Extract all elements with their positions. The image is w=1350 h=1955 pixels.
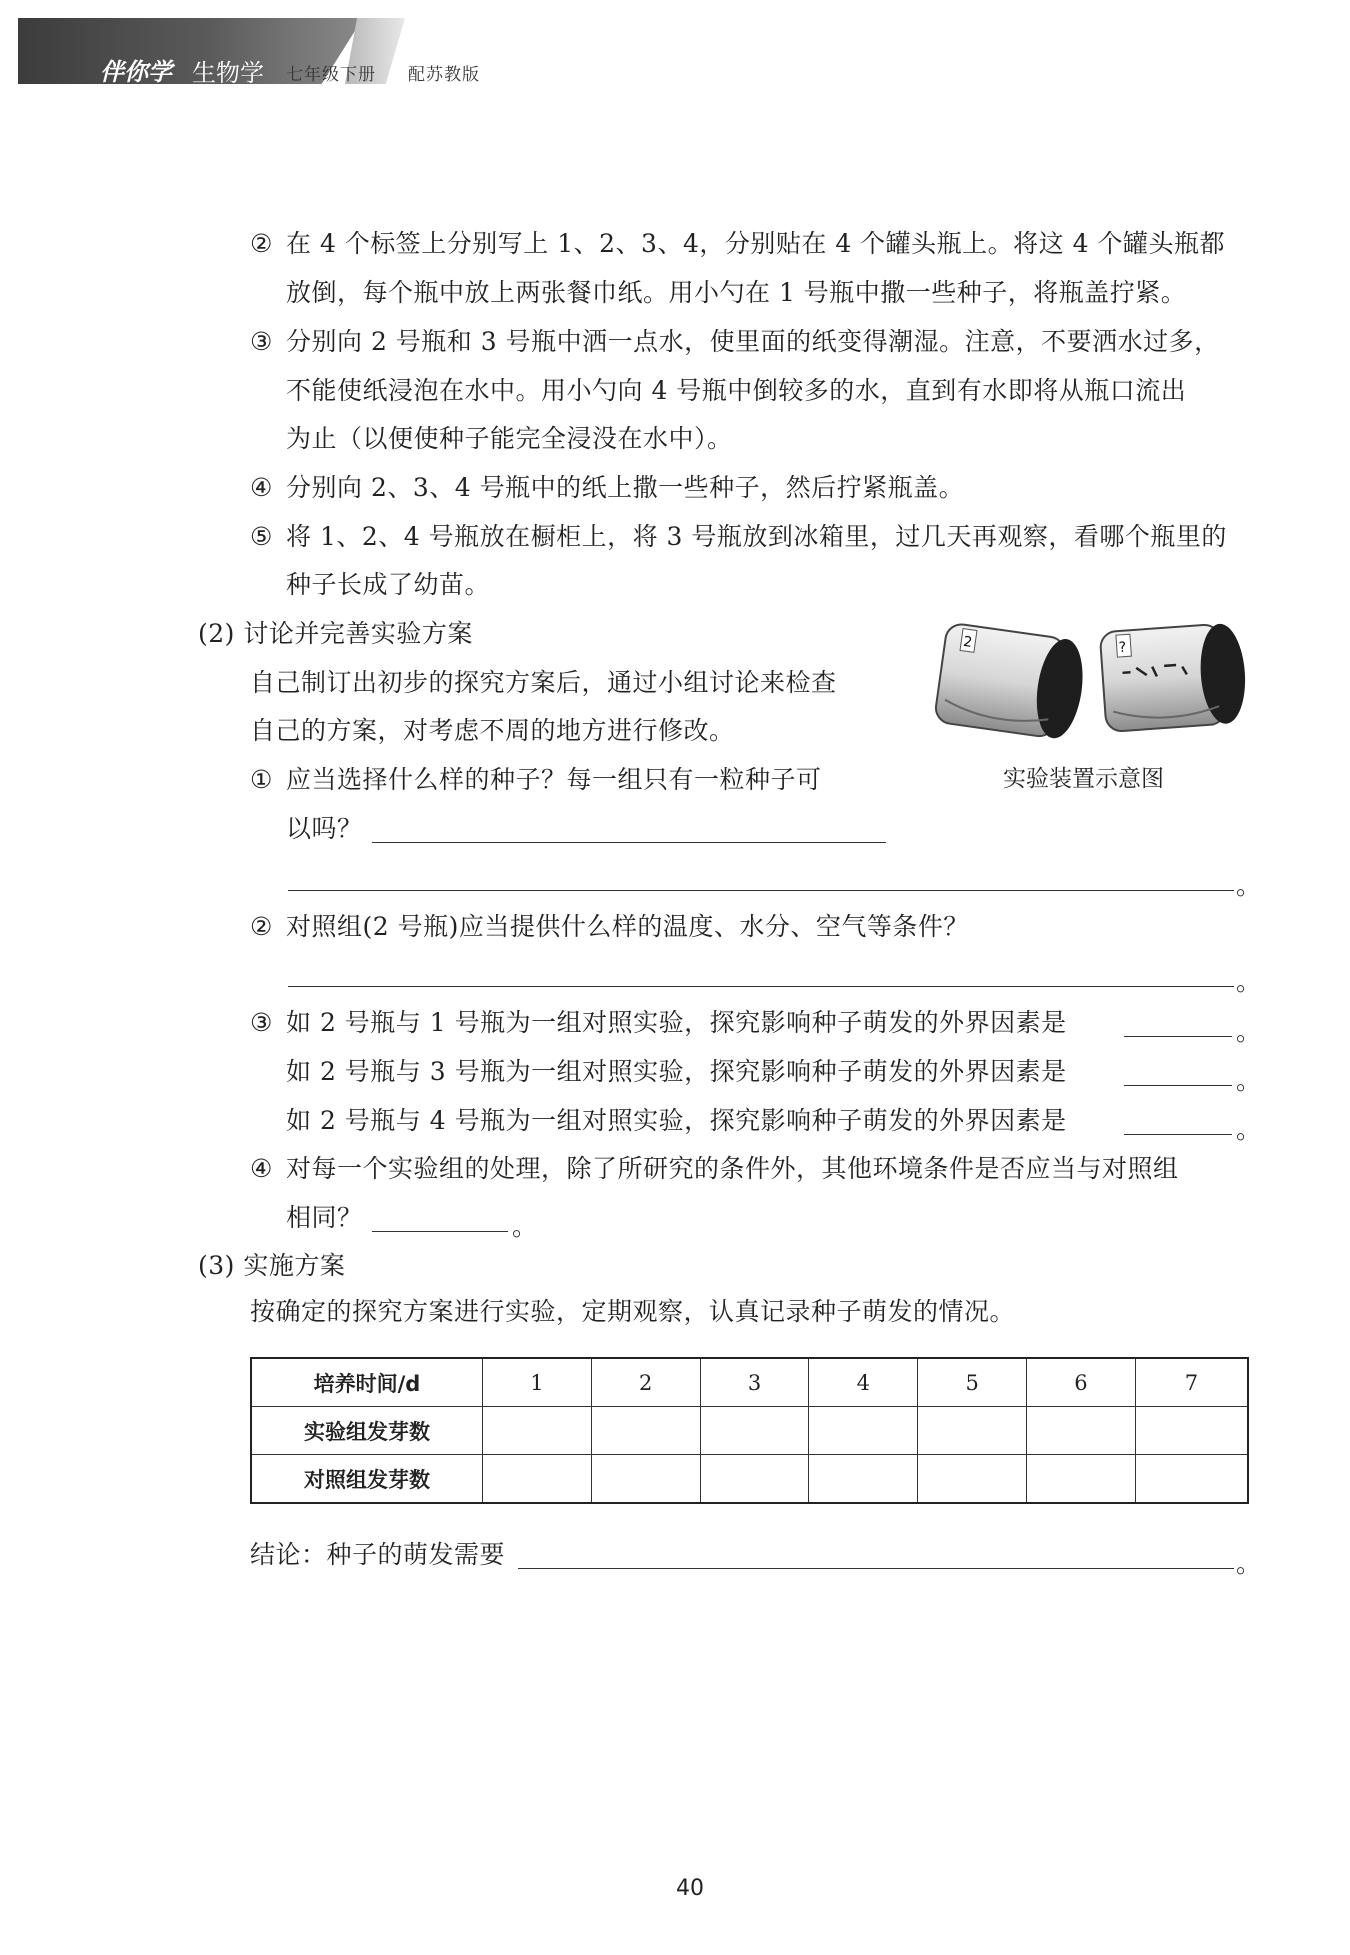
table-cell[interactable] — [809, 1455, 918, 1504]
table-cell[interactable] — [483, 1407, 592, 1455]
table-cell[interactable] — [918, 1407, 1027, 1455]
question-text: 如 2 号瓶与 3 号瓶为一组对照实验，探究影响种子萌发的外界因素是 — [286, 1057, 1067, 1086]
germination-record-table — [250, 1357, 1249, 1504]
step-text: 分别向 2、3、4 号瓶中的纸上撒一些种子，然后拧紧瓶盖。 — [286, 473, 965, 502]
answer-blank[interactable] — [1124, 1036, 1232, 1037]
step-num: ⑤ — [250, 522, 273, 551]
question-text: 以吗？ — [286, 814, 363, 843]
table-cell[interactable] — [700, 1407, 809, 1455]
svg-text:2: 2 — [962, 633, 974, 651]
edition-label: 配苏教版 — [408, 65, 480, 85]
question-text: 对照组(2 号瓶)应当提供什么样的温度、水分、空气等条件？ — [286, 912, 969, 941]
answer-blank[interactable] — [372, 842, 886, 843]
question-text: 如 2 号瓶与 1 号瓶为一组对照实验，探究影响种子萌发的外界因素是 — [286, 1008, 1067, 1037]
period-mark: 。 — [1236, 967, 1262, 996]
subject-title: 生物学 — [192, 59, 264, 87]
table-cell[interactable] — [1027, 1455, 1136, 1504]
table-row — [251, 1358, 1248, 1407]
question-text: 如 2 号瓶与 4 号瓶为一组对照实验，探究影响种子萌发的外界因素是 — [286, 1106, 1067, 1135]
section-heading: (3) 实施方案 — [198, 1251, 346, 1280]
section-heading: (2) 讨论并完善实验方案 — [198, 619, 473, 648]
day-header: 6 — [1027, 1358, 1136, 1407]
table-row — [251, 1407, 1248, 1455]
day-header: 2 — [591, 1358, 700, 1407]
table-cell[interactable] — [1135, 1407, 1248, 1455]
experiment-jars-figure — [928, 612, 1258, 752]
figure-caption: 实验装置示意图 — [1003, 766, 1164, 792]
series-title: 伴你学 — [100, 58, 172, 86]
table-cell[interactable] — [1027, 1407, 1136, 1455]
step-num: ② — [250, 229, 273, 258]
question-num: ② — [250, 912, 273, 941]
step-num: ③ — [250, 327, 273, 356]
answer-blank[interactable] — [1124, 1085, 1232, 1086]
step-text: 放倒，每个瓶中放上两张餐巾纸。用小勺在 1 号瓶中撒一些种子，将瓶盖拧紧。 — [286, 278, 1187, 307]
answer-blank[interactable] — [288, 986, 1234, 987]
answer-blank[interactable] — [288, 890, 1234, 891]
period-mark: 。 — [1236, 1115, 1262, 1144]
table-cell[interactable] — [591, 1407, 700, 1455]
table-row — [251, 1455, 1248, 1504]
step-text: 不能使纸浸泡在水中。用小勺向 4 号瓶中倒较多的水，直到有水即将从瓶口流出 — [286, 376, 1187, 405]
jar-icon — [1100, 622, 1249, 732]
question-num: ① — [250, 765, 273, 794]
period-mark: 。 — [1236, 1017, 1262, 1046]
table-cell[interactable] — [591, 1455, 700, 1504]
conclusion-label: 结论：种子的萌发需要 — [250, 1540, 506, 1569]
day-header: 1 — [483, 1358, 592, 1407]
table-cell[interactable] — [809, 1407, 918, 1455]
section-intro: 按确定的探究方案进行实验，定期观察，认真记录种子萌发的情况。 — [250, 1297, 1016, 1326]
conclusion-blank[interactable] — [518, 1568, 1234, 1569]
step-text: 在 4 个标签上分别写上 1、2、3、4，分别贴在 4 个罐头瓶上。将这 4 个罐头瓶都 — [286, 229, 1225, 258]
jar-icon — [934, 622, 1089, 741]
day-header: 4 — [809, 1358, 918, 1407]
step-text: 将 1、2、4 号瓶放在橱柜上，将 3 号瓶放到冰箱里，过几天再观察，看哪个瓶里的 — [286, 522, 1227, 551]
day-header: 3 — [700, 1358, 809, 1407]
day-header: 5 — [918, 1358, 1027, 1407]
grade-label: 七年级下册 — [286, 65, 376, 85]
step-text: 为止（以便使种子能完全浸没在水中）。 — [286, 424, 733, 453]
table-cell[interactable] — [483, 1455, 592, 1504]
period-mark: 。 — [1236, 1549, 1262, 1578]
period-mark: 。 — [1236, 871, 1262, 900]
page-number: 40 — [676, 1876, 704, 1901]
row-header: 实验组发芽数 — [251, 1407, 483, 1455]
question-num: ④ — [250, 1154, 273, 1183]
question-text: 相同？ — [286, 1203, 363, 1232]
question-text: 应当选择什么样的种子？每一组只有一粒种子可 — [286, 765, 822, 794]
period-mark: 。 — [512, 1212, 538, 1241]
table-cell[interactable] — [918, 1455, 1027, 1504]
answer-blank[interactable] — [1124, 1134, 1232, 1135]
period-mark: 。 — [1236, 1066, 1262, 1095]
svg-text:?: ? — [1118, 639, 1127, 656]
table-cell[interactable] — [1135, 1455, 1248, 1504]
step-text: 分别向 2 号瓶和 3 号瓶中洒一点水，使里面的纸变得潮湿。注意，不要洒水过多， — [286, 327, 1220, 356]
table-cell[interactable] — [700, 1455, 809, 1504]
row-header: 培养时间/d — [251, 1358, 483, 1407]
section-intro: 自己制订出初步的探究方案后，通过小组讨论来检查 — [250, 668, 837, 697]
step-num: ④ — [250, 473, 273, 502]
day-header: 7 — [1135, 1358, 1248, 1407]
question-text: 对每一个实验组的处理，除了所研究的条件外，其他环境条件是否应当与对照组 — [286, 1154, 1179, 1183]
section-intro: 自己的方案，对考虑不周的地方进行修改。 — [250, 716, 735, 745]
row-header: 对照组发芽数 — [251, 1455, 483, 1504]
answer-blank[interactable] — [372, 1231, 508, 1232]
question-num: ③ — [250, 1008, 273, 1037]
step-text: 种子长成了幼苗。 — [286, 570, 491, 599]
